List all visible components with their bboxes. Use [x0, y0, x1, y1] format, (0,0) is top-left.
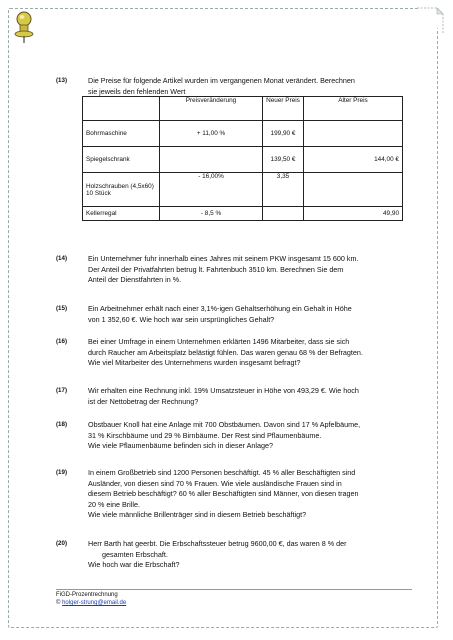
table-cell: - 16,00% [160, 173, 263, 207]
task-line: durch Raucher am Arbeitsplatz belästigt fühlen. Das waren genau 68 % der Befragten. [88, 347, 363, 357]
task-line: Bei einer Umfrage in einem Unternehmen erklärten 1496 Mitarbeiter, dass sie sich [88, 337, 350, 346]
table-cell: Holzschrauben (4,5x60) 10 Stück [83, 173, 160, 207]
table-row [83, 207, 403, 221]
table-row [83, 173, 403, 207]
price-table [82, 96, 403, 221]
task-line: Die Preise für folgende Artikel wurden im vergangenen Monat verändert. Berechnen [88, 76, 355, 85]
task-16 [56, 337, 426, 369]
task-number: (20) [56, 540, 68, 547]
task-13 [56, 76, 426, 97]
task-line: Obstbauer Knoll hat eine Anlage mit 700 Obstbäumen. Davon sind 17 % Apfelbäume, [88, 420, 361, 429]
folded-corner-icon [415, 6, 445, 36]
task-number: (18) [56, 421, 68, 428]
task-line: Der Anteil der Privatfahrten betrug lt. Fahrtenbuch 3510 km. Berechnen Sie dem [88, 264, 344, 274]
task-line: Wie viele männliche Brillenträger sind in diesem Betrieb beschäftigt? [88, 510, 307, 520]
table-cell: Bohrmaschine [83, 121, 160, 147]
task-line: diesem Betrieb beschäftigt? 60 % aller Beschäftigten sind Männer, von diesen tragen [88, 489, 359, 499]
table-cell [263, 207, 304, 221]
task-line: Wir erhalten eine Rechnung inkl. 19% Umsatzsteuer in Höhe von 493,29 €. Wie hoch [88, 386, 359, 395]
table-header-cell: Alter Preis [304, 97, 403, 121]
table-cell: 199,90 € [263, 121, 304, 147]
task-18 [56, 420, 426, 452]
task-line: ist der Nettobetrag der Rechnung? [88, 396, 199, 406]
table-cell: 144,00 € [304, 147, 403, 173]
footer-email-link[interactable]: holger-strung@email.de [62, 600, 127, 606]
task-17 [56, 386, 426, 407]
task-line: sie jeweils den fehlenden Wert [88, 86, 186, 96]
table-header-row [83, 97, 403, 121]
task-number: (13) [56, 77, 68, 84]
table-header-cell [83, 97, 160, 121]
task-line: Wie viele Pflaumenbäume befinden sich in dieser Anlage? [88, 441, 273, 451]
table-cell: Kellerregal [83, 207, 160, 221]
copyright-icon: © [56, 600, 61, 606]
task-15 [56, 304, 426, 325]
task-number: (14) [56, 255, 68, 262]
task-line: Ausländer, von diesen sind 70 % Frauen. Wie viele ausländische Frauen sind in [88, 478, 342, 488]
task-number: (19) [56, 469, 68, 476]
task-number: (17) [56, 387, 68, 394]
task-19 [56, 468, 426, 521]
footer-title: FiGD-Prozentrechnung [56, 592, 118, 598]
table-cell: 139,50 € [263, 147, 304, 173]
task-number: (15) [56, 305, 68, 312]
table-cell [304, 121, 403, 147]
table-cell: + 11,00 % [160, 121, 263, 147]
task-line: Ein Arbeitnehmer erhält nach einer 3,1%-igen Gehaltserhöhung ein Gehalt in Höhe [88, 304, 352, 313]
task-line: In einem Großbetrieb sind 1200 Personen beschäftigt. 45 % aller Beschäftigten sind [88, 468, 356, 477]
footer-contact [56, 599, 412, 607]
task-line: Wie viel Mitarbeiter des Unternehmens wurden insgesamt befragt? [88, 358, 301, 368]
table-header-cell: Neuer Preis [263, 97, 304, 121]
table-cell [304, 173, 403, 207]
task-20 [56, 539, 426, 571]
task-line: Ein Unternehmer fuhr innerhalb eines Jahres mit seinem PKW insgesamt 15 600 km. [88, 254, 359, 263]
table-cell: Spiegelschrank [83, 147, 160, 173]
table-row [83, 147, 403, 173]
task-line: Anteil der Dienstfahrten in %. [88, 275, 182, 285]
task-line: von 1 352,60 €. Wie hoch war sein ursprüngliches Gehalt? [88, 314, 275, 324]
table-cell [160, 147, 263, 173]
table-cell: 3,35 [263, 173, 304, 207]
page-footer [56, 589, 412, 607]
task-number: (16) [56, 338, 68, 345]
task-14 [56, 254, 426, 286]
table-header-cell: Preisveränderung [160, 97, 263, 121]
table-cell: 49,90 [304, 207, 403, 221]
task-line: gesamten Erbschaft. [102, 549, 168, 559]
task-line: 31 % Kirschbäume und 29 % Birnbäume. Der Rest sind Pflaumenbäume. [88, 430, 322, 440]
task-line: Wie hoch war die Erbschaft? [88, 560, 180, 570]
task-line: 20 % eine Brille. [88, 499, 140, 509]
pushpin-icon [13, 10, 35, 44]
table-row [83, 121, 403, 147]
table-cell: - 8,5 % [160, 207, 263, 221]
task-line: Herr Barth hat geerbt. Die Erbschaftssteuer betrug 9600,00 €, das waren 8 % der [88, 539, 347, 548]
